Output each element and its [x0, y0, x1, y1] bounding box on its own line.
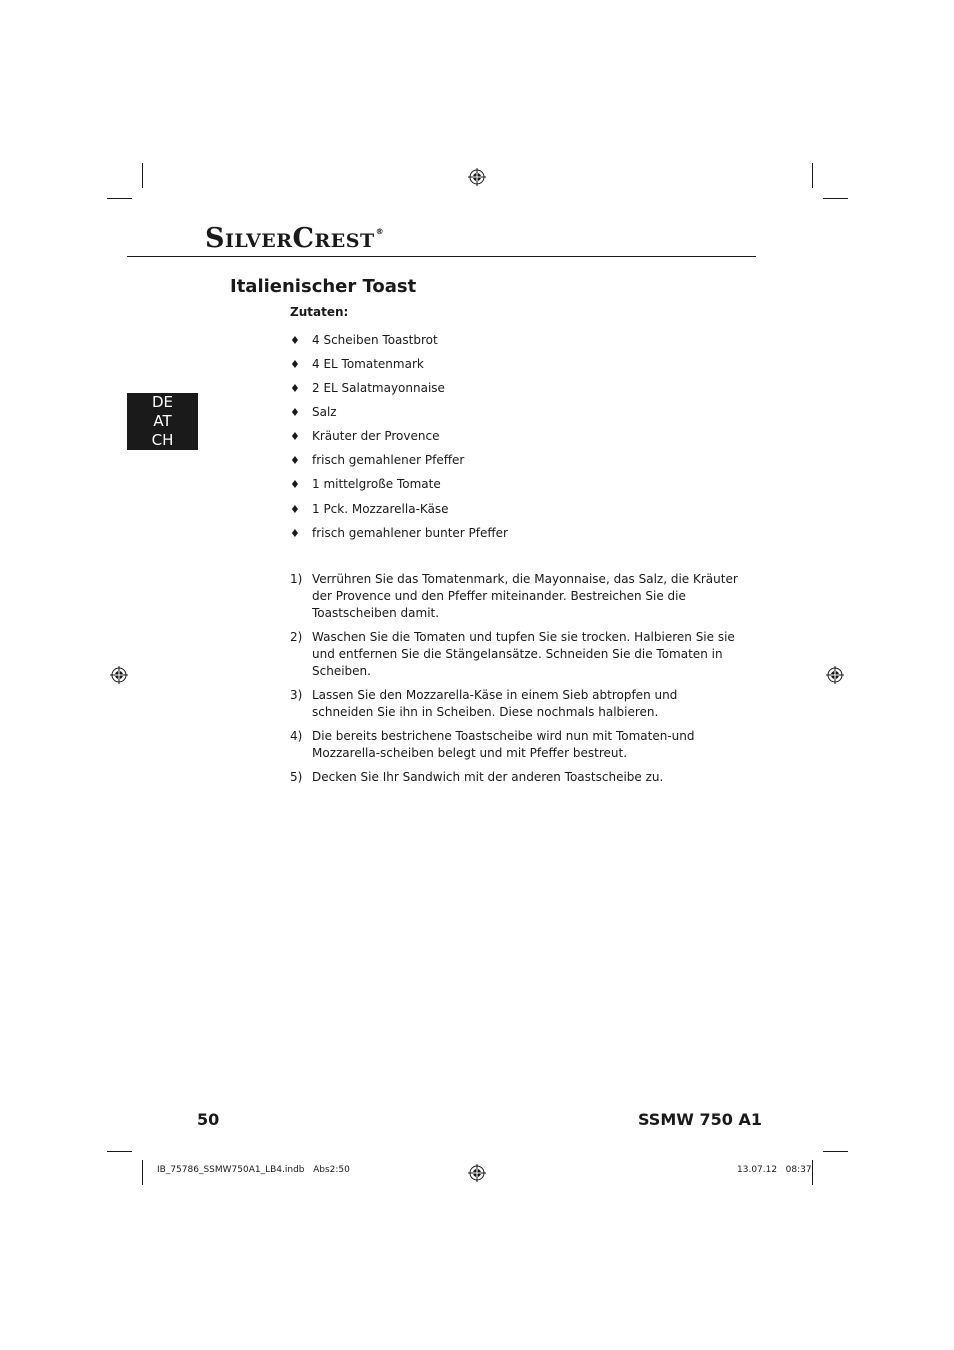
- registration-mark-icon: [110, 666, 128, 684]
- ingredient-text: 4 EL Tomatenmark: [312, 357, 424, 371]
- ingredients-heading: Zutaten:: [290, 305, 349, 319]
- list-item: [290, 405, 337, 419]
- step-text: Die bereits bestrichene Toastscheibe wird nun mit Tomaten-und Mozzarella-scheiben belegt und mit Pfeffer bestreut.: [312, 729, 695, 760]
- list-item: [290, 629, 740, 680]
- crop-mark: [142, 1160, 143, 1185]
- ingredient-text: 4 Scheiben Toastbrot: [312, 333, 438, 347]
- diamond-bullet-icon: ♦: [290, 454, 300, 467]
- list-item: [290, 453, 464, 467]
- page-title: Italienischer Toast: [230, 276, 417, 297]
- list-item: [290, 526, 508, 540]
- list-item: [290, 429, 439, 443]
- ingredient-text: Salz: [312, 405, 337, 419]
- step-number: 1): [290, 572, 303, 586]
- step-text: Verrühren Sie das Tomatenmark, die Mayonnaise, das Salz, die Kräuter der Provence und den Pfeffer miteinander. Bestreichen Sie die Toastscheiben damit.: [312, 572, 738, 620]
- diamond-bullet-icon: ♦: [290, 382, 300, 395]
- ingredient-text: 1 mittelgroße Tomate: [312, 477, 441, 491]
- diamond-bullet-icon: ♦: [290, 334, 300, 347]
- crop-mark: [142, 163, 143, 188]
- step-text: Lassen Sie den Mozzarella-Käse in einem Sieb abtropfen und schneiden Sie ihn in Scheiben. Diese nochmals halbieren.: [312, 688, 678, 719]
- crop-mark: [107, 1151, 132, 1152]
- print-slug-datetime: 13.07.12 08:37: [737, 1165, 812, 1175]
- list-item: [290, 477, 441, 491]
- print-slug-file: IB_75786_SSMW750A1_LB4.indb Abs2:50: [157, 1165, 350, 1175]
- list-item: [290, 687, 740, 721]
- list-item: [290, 381, 445, 395]
- step-text: Waschen Sie die Tomaten und tupfen Sie sie trocken. Halbieren Sie sie und entfernen Sie die Stängelansätze. Schneiden Sie die Tomaten in Scheiben.: [312, 630, 735, 678]
- list-item: [290, 333, 438, 347]
- language-code: AT: [153, 412, 172, 430]
- list-item: [290, 571, 740, 622]
- list-item: [290, 357, 424, 371]
- registered-mark: ®: [375, 227, 385, 236]
- registration-mark-icon: [468, 168, 486, 186]
- crop-mark: [812, 163, 813, 188]
- ingredient-text: 2 EL Salatmayonnaise: [312, 381, 445, 395]
- list-item: [290, 502, 449, 516]
- crop-mark: [823, 1151, 848, 1152]
- diamond-bullet-icon: ♦: [290, 430, 300, 443]
- list-item: [290, 769, 740, 786]
- language-tab: [127, 393, 198, 450]
- language-code: CH: [151, 431, 174, 449]
- ingredient-text: frisch gemahlener bunter Pfeffer: [312, 526, 508, 540]
- diamond-bullet-icon: ♦: [290, 406, 300, 419]
- step-number: 5): [290, 770, 303, 784]
- step-number: 2): [290, 630, 303, 644]
- ingredient-text: 1 Pck. Mozzarella-Käse: [312, 502, 449, 516]
- crop-mark: [107, 198, 132, 199]
- model-number: SSMW 750 A1: [638, 1110, 762, 1129]
- step-number: 4): [290, 729, 303, 743]
- language-code: DE: [151, 393, 174, 411]
- diamond-bullet-icon: ♦: [290, 527, 300, 540]
- page-number: 50: [197, 1110, 220, 1129]
- registration-mark-icon: [826, 666, 844, 684]
- list-item: [290, 728, 740, 762]
- brand-logo: SILVERCREST®: [205, 223, 385, 254]
- step-text: Decken Sie Ihr Sandwich mit der anderen Toastscheibe zu.: [312, 770, 664, 784]
- crop-mark: [812, 1160, 813, 1185]
- ingredient-text: Kräuter der Provence: [312, 429, 440, 443]
- crop-mark: [823, 198, 848, 199]
- diamond-bullet-icon: ♦: [290, 358, 300, 371]
- diamond-bullet-icon: ♦: [290, 478, 300, 491]
- diamond-bullet-icon: ♦: [290, 503, 300, 516]
- header-rule: [127, 256, 756, 257]
- ingredient-text: frisch gemahlener Pfeffer: [312, 453, 465, 467]
- registration-mark-icon: [468, 1164, 486, 1182]
- step-number: 3): [290, 688, 303, 702]
- instruction-steps: [290, 571, 740, 793]
